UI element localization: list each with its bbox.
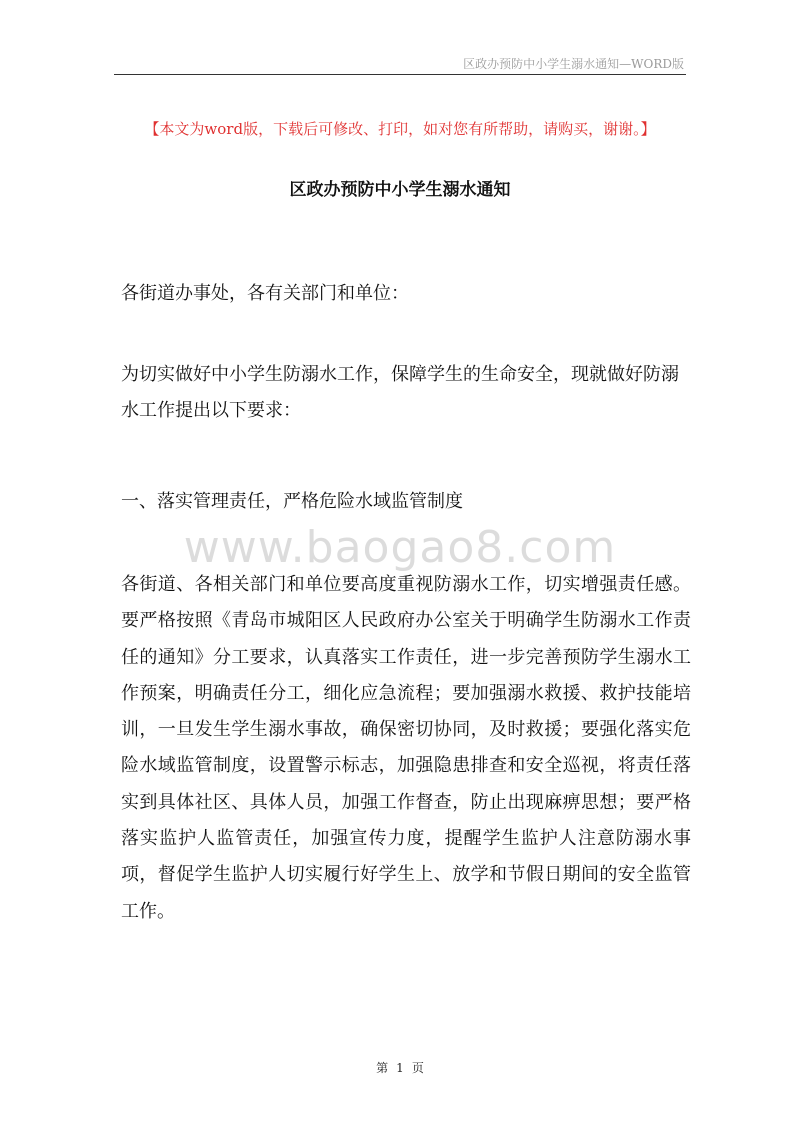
intro-paragraph: 为切实做好中小学生防溺水工作，保障学生的生命安全，现就做好防溺水工作提出以下要求： bbox=[121, 364, 679, 422]
page-number: 1 bbox=[396, 1061, 404, 1075]
header-doc-label: 区政办预防中小学生溺水通知—WORD版 bbox=[463, 57, 684, 71]
footer-prefix: 第 bbox=[376, 1061, 389, 1075]
page-header bbox=[114, 52, 686, 75]
footer-suffix: 页 bbox=[411, 1061, 424, 1075]
section-heading: 一、落实管理责任，严格危险水域监管制度 bbox=[121, 491, 463, 512]
document-title: 区政办预防中小学生溺水通知 bbox=[289, 180, 511, 200]
body-paragraph: 各街道、各相关部门和单位要高度重视防溺水工作，切实增强责任感。要严格按照《青岛市城阳区人民政府办公室关于明确学生防溺水工作责任的通知》分工要求，认真落实工作责任，进一步完善预防学生溺水工作预案，明确责任分工，细化应急流程；要加强溺水救援、救护技能培训，一旦发生学生溺水事故，确保密切协同，及时救援；要强化落实危险水域监管制度，设置警示标志，加强隐患排查和安全巡视，将责任落实到具体社区、具体人员，加强工作督查，防止出现麻痹思想；要严格落实监护人监管责任，加强宣传力度，提醒学生监护人注意防溺水事项，督促学生监护人切实履行好学生上、放学和节假日期间的安全监管工作。 bbox=[121, 574, 691, 922]
purchase-notice: 【本文为word版，下载后可修改、打印，如对您有所帮助，请购买，谢谢。】 bbox=[144, 120, 656, 138]
salutation: 各街道办事处，各有关部门和单位： bbox=[121, 283, 409, 304]
page-footer bbox=[100, 1059, 700, 1076]
watermark: www.baogao8.com bbox=[183, 522, 617, 573]
